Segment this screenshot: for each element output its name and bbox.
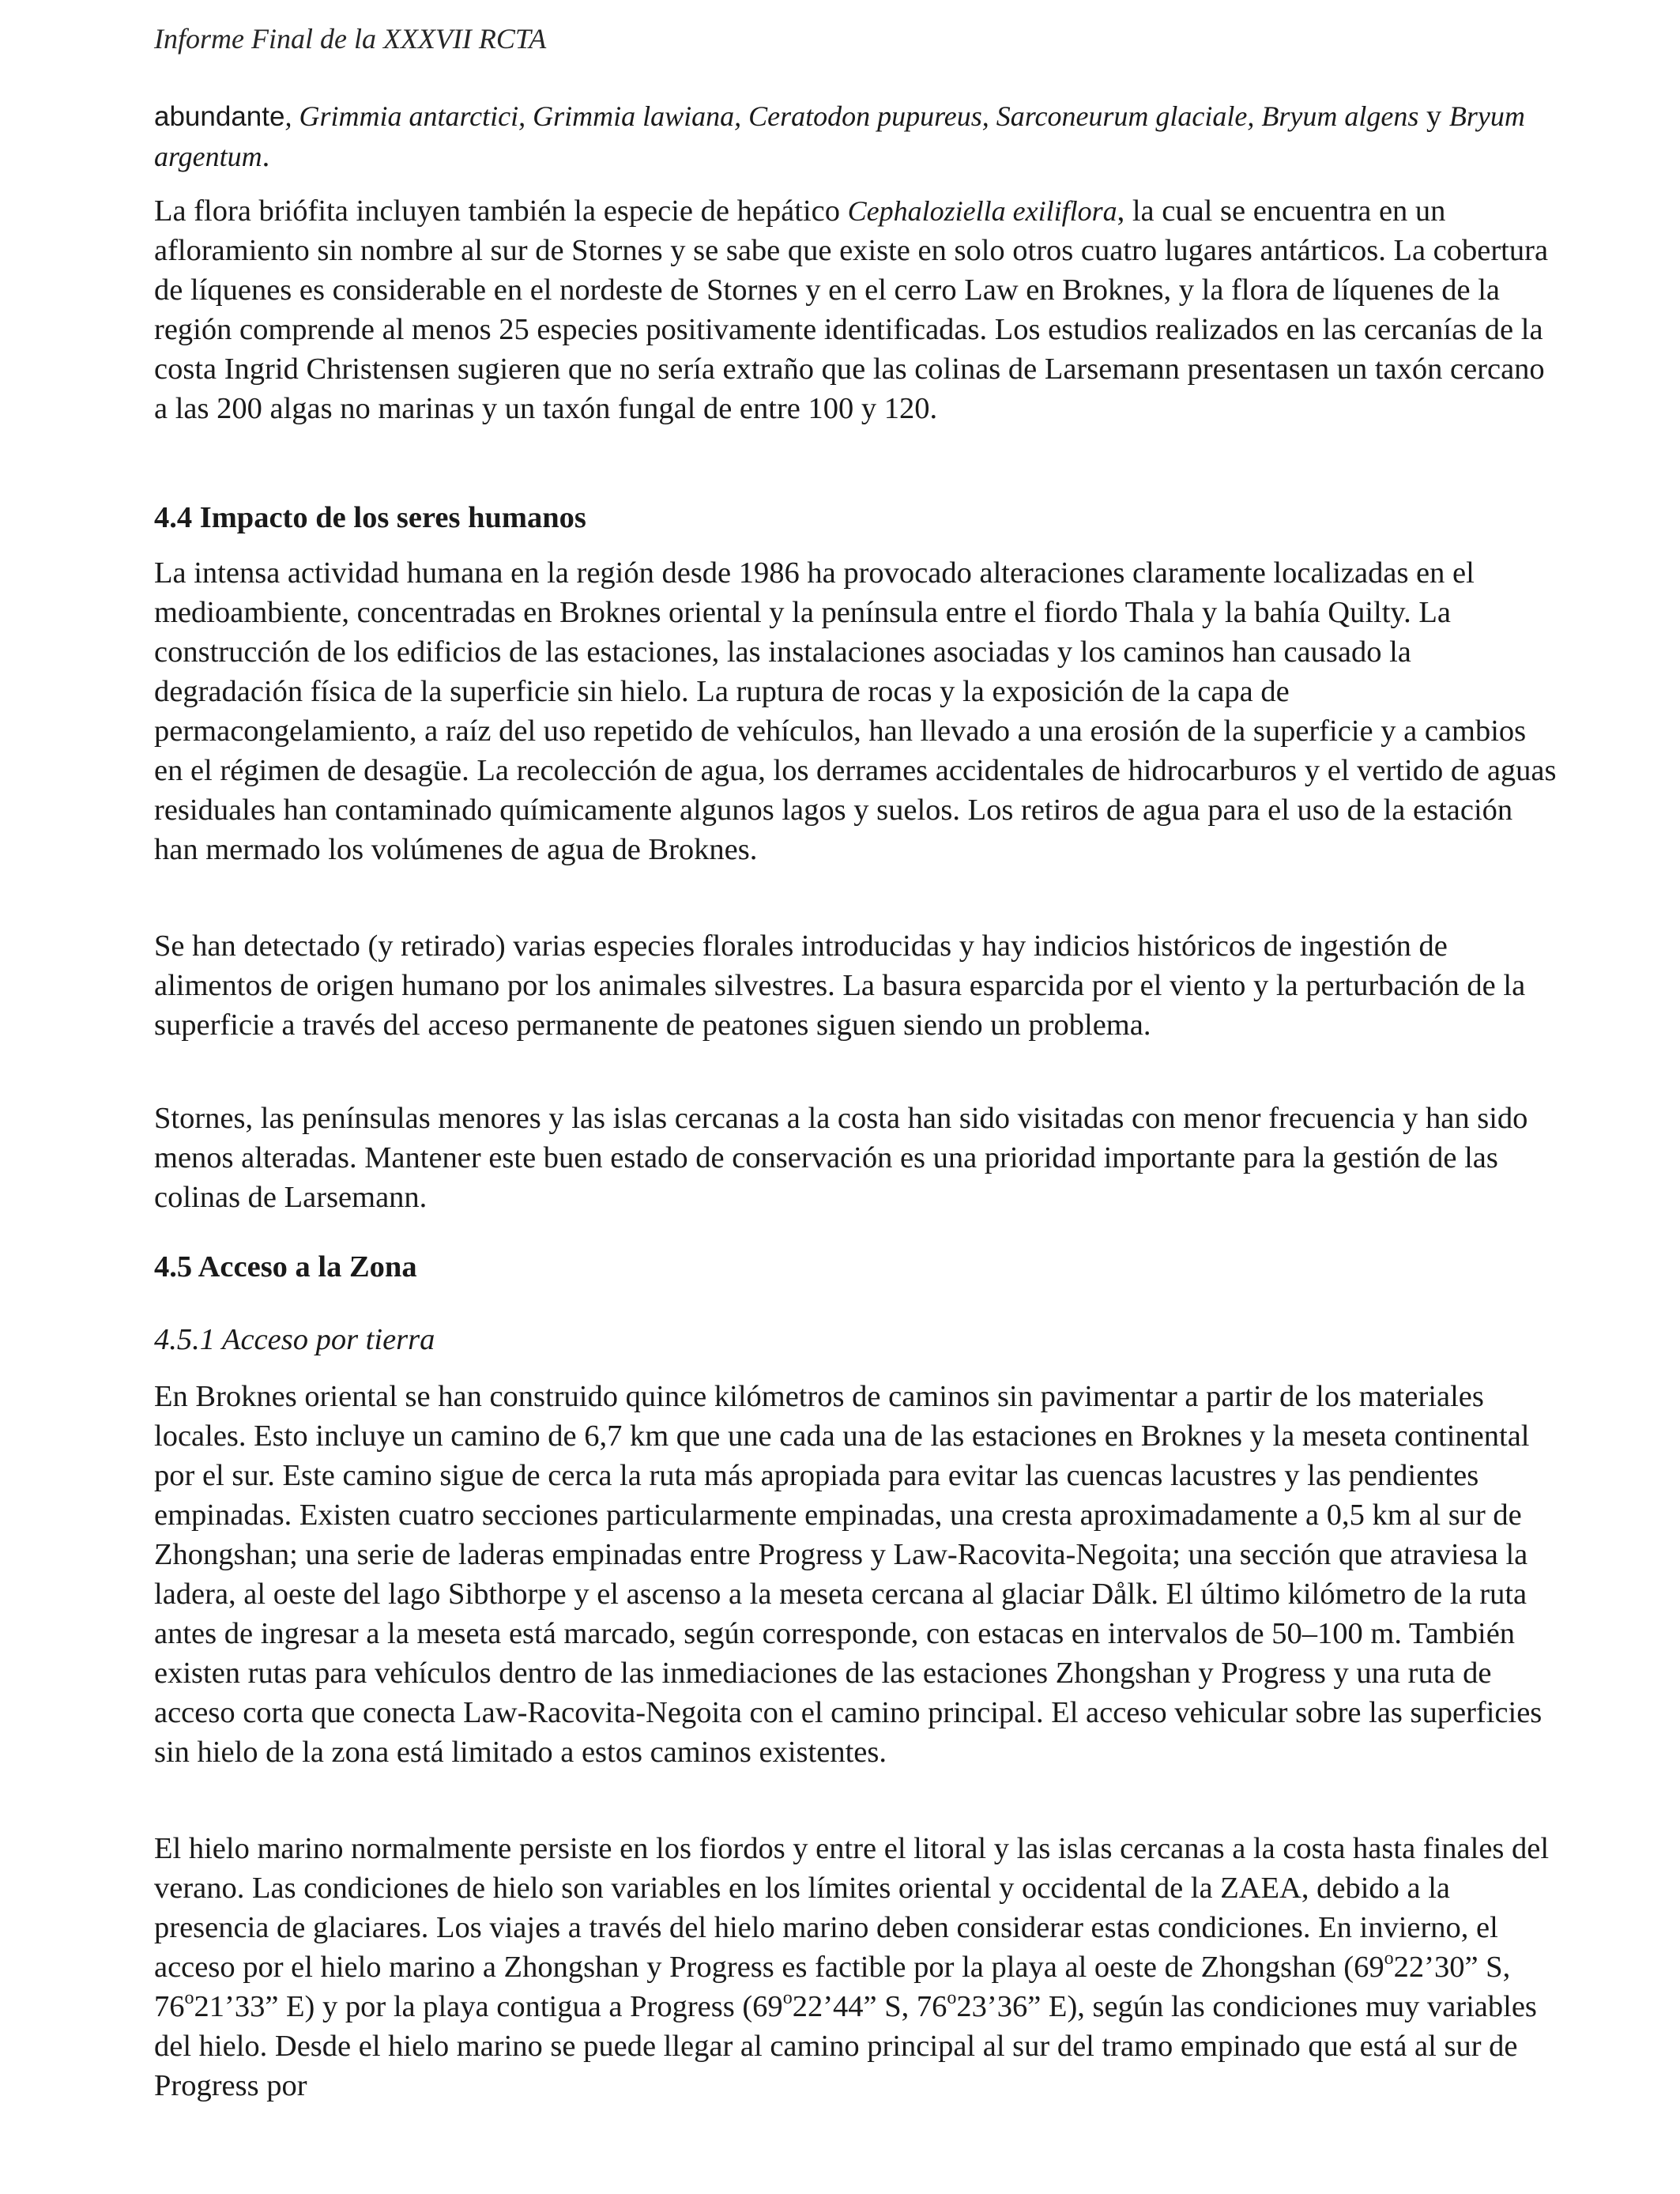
section-heading-4-4: 4.4 Impacto de los seres humanos <box>154 501 586 534</box>
flora-paragraph <box>154 191 1557 428</box>
species-bryum-argentum: Bryum argentum <box>154 100 1525 172</box>
degree-mark: o <box>782 1988 793 2009</box>
intro-species-list <box>154 96 1557 176</box>
flora-text-after: , la cual se encuentra en un afloramiento sin nombre al sur de Stornes y se sabe que existe en solo otros cuatro lugares antárticos. La cobertura de líquenes es considerable en el nordeste de Stornes y en el cerro Law en Broknes, y la flora de líquenes de la región comprende al menos 25 especies positivamente identificadas. Los estudios realizados en las cercanías de la costa Ingrid Christensen sugieren que no sería extraño que las colinas de Larsemann presentasen un taxón cercano a las 200 algas no marinas y un taxón fungal de entre 100 y 120. <box>154 194 1549 425</box>
impact-paragraph-3: Stornes, las penínsulas menores y las islas cercanas a la costa han sido visitadas con menor frecuencia y han sido menos alteradas. Mantener este buen estado de conservación es una prioridad importante para la gestión de las colinas de Larsemann. <box>154 1102 1528 1214</box>
flora-text-before: La flora briófita incluyen también la especie de hepático <box>154 194 848 228</box>
period: . <box>262 140 270 173</box>
sea-ice-text-4: 22’44” S, 76 <box>792 1990 947 2023</box>
sea-ice-text-5: 23’36” E), según las condiciones muy variables del hielo. Desde el hielo marino se puede llegar al camino principal al sur del tramo empinado que está al sur de Progress por <box>154 1990 1537 2102</box>
sea-ice-text-1: El hielo marino normalmente persiste en los fiordos y entre el litoral y las islas cercanas a la costa hasta finales del verano. Las condiciones de hielo son variables en los límites oriental y occidental de la ZAEA, debido a la presencia de glaciares. Los viajes a través del hielo marino deben considerar estas condiciones. En invierno, el acceso por el hielo marino a Zhongshan y Progress es factible por la playa al oeste de Zhongshan (69 <box>154 1832 1550 1984</box>
sea-ice-paragraph <box>154 1829 1557 2105</box>
degree-mark: o <box>1384 1948 1394 1970</box>
impact-paragraph-1: La intensa actividad humana en la región desde 1986 ha provocado alteraciones claramente localizadas en el medioambiente, concentradas en Broknes oriental y la península entre el fiordo Thala y la bahía Quilty. La construcción de los edificios de las estaciones, las instalaciones asociadas y los caminos han causado la degradación física de la superficie sin hielo. La ruptura de rocas y la exposición de la capa de permacongelamiento, a raíz del uso repetido de vehículos, han llevado a una erosión de la superficie y a cambios en el régimen de desagüe. La recolección de agua, los derrames accidentales de hidrocarburos y el vertido de aguas residuales han contaminado químicamente algunos lagos y suelos. Los retiros de agua para el uso de la estación han mermado los volúmenes de agua de Broknes. <box>154 556 1557 866</box>
sea-ice-text-3: 21’33” E) y por la playa contigua a Progress (69 <box>194 1990 783 2023</box>
land-access-paragraph: En Broknes oriental se han construido quince kilómetros de caminos sin pavimentar a partir de los materiales locales. Esto incluye un camino de 6,7 km que une cada una de las estaciones en Broknes y la meseta continental por el sur. Este camino sigue de cerca la ruta más apropiada para evitar las cuencas lacustres y las pendientes empinadas. Existen cuatro secciones particularmente empinadas, una cresta aproximadamente a 0,5 km al sur de Zhongshan; una serie de laderas empinadas entre Progress y Law-Racovita-Negoita; una sección que atraviesa la ladera, al oeste del lago Sibthorpe y el ascenso a la meseta cercana al glaciar Dålk. El último kilómetro de la ruta antes de ingresar a la meseta está marcado, según corresponde, con estacas en intervalos de 50–100 m. También existen rutas para vehículos dentro de las inmediaciones de las estaciones Zhongshan y Progress y una ruta de acceso corta que conecta Law-Racovita-Negoita con el camino principal. El acceso vehicular sobre las superficies sin hielo de la zona está limitado a estos caminos existentes. <box>154 1380 1543 1769</box>
conjunction: y <box>1418 100 1449 133</box>
subsection-heading-4-5-1: 4.5.1 Acceso por tierra <box>154 1323 435 1356</box>
intro-lead-word: abundante <box>154 101 285 132</box>
running-header: Informe Final de la XXXVII RCTA <box>154 23 547 55</box>
species-list-italic: , Grimmia antarctici, Grimmia lawiana, Ceratodon pupureus, Sarconeurum glaciale, Bryum algens <box>284 100 1419 132</box>
species-cephaloziella: Cephaloziella exiliflora <box>847 195 1117 227</box>
degree-mark: o <box>184 1988 194 2009</box>
impact-paragraph-2: Se han detectado (y retirado) varias especies florales introducidas y hay indicios históricos de ingestión de alimentos de origen humano por los animales silvestres. La basura esparcida por el viento y la perturbación de la superficie a través del acceso permanente de peatones siguen siendo un problema. <box>154 929 1526 1042</box>
degree-mark: o <box>947 1988 957 2009</box>
sea-ice-text-2: 22’30” S, 76 <box>154 1951 1511 2023</box>
section-heading-4-5: 4.5 Acceso a la Zona <box>154 1250 417 1284</box>
